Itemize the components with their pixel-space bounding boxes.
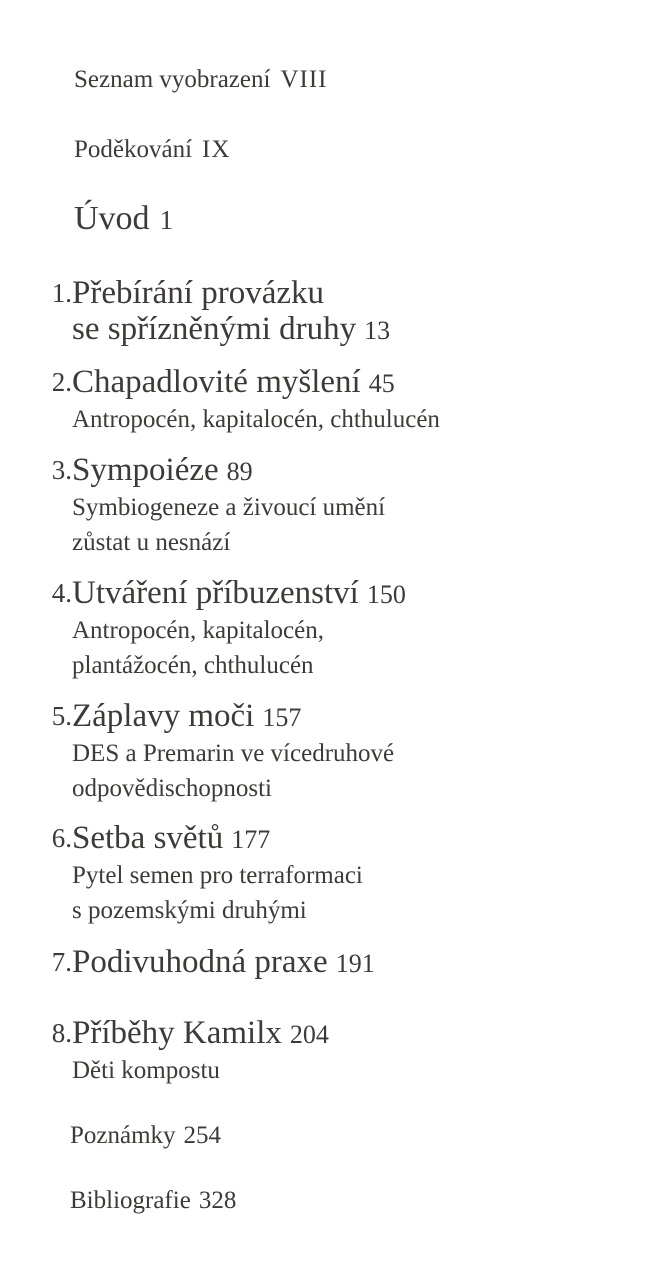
toc-chapter-5 <box>38 698 658 806</box>
chapter-page: 45 <box>368 369 395 398</box>
chapter-title-line: Příběhy Kamilx 204 <box>72 1015 329 1051</box>
chapter-number: 3. <box>51 455 72 485</box>
chapter-title-line: Setba světů 177 <box>72 820 271 856</box>
toc-chapter-8 <box>38 1015 658 1088</box>
chapter-title-line: Sympoiéze 89 <box>72 452 253 488</box>
toc-chapter-1 <box>38 275 658 349</box>
chapter-subtitle-line: Antropocén, kapitalocén, <box>72 617 324 644</box>
chapter-title-line: Chapadlovité myšlení 45 <box>72 364 395 400</box>
chapter-title-line: Záplavy moči 157 <box>72 698 302 734</box>
chapter-subtitle-line: Antropocén, kapitalocén, chthulucén <box>72 406 440 433</box>
chapter-number: 1. <box>51 278 72 308</box>
toc-entry-label: Poděkování <box>74 136 193 163</box>
toc-entry-label: Úvod <box>74 200 150 237</box>
chapter-subtitle-line: Symbiogeneze a živoucí umění <box>72 494 386 521</box>
chapter-subtitle-line: odpovědischopnosti <box>72 775 272 802</box>
toc-entry-page: 328 <box>198 1187 237 1214</box>
chapter-subtitle-line: zůstat u nesnází <box>72 529 231 556</box>
chapter-subtitle-line: Pytel semen pro terraformaci <box>72 862 363 889</box>
chapter-title-line: Přebírání provázku <box>72 275 324 311</box>
toc-entry-notes <box>70 1122 221 1150</box>
toc-entry-label: Bibliografie <box>70 1187 191 1214</box>
toc-entry-bibliography <box>70 1187 236 1215</box>
toc-entry-page: IX <box>202 136 231 163</box>
chapter-page: 177 <box>231 825 271 854</box>
chapter-page: 13 <box>364 316 391 345</box>
toc-entry-page: 1 <box>159 205 174 235</box>
chapter-page: 157 <box>262 703 302 732</box>
chapter-page: 150 <box>366 580 406 609</box>
chapter-number: 6. <box>51 823 72 853</box>
chapter-page: 204 <box>289 1020 329 1049</box>
chapter-number: 2. <box>51 367 72 397</box>
chapter-subtitle-line: plantážocén, chthulucén <box>72 652 314 679</box>
toc-chapter-3 <box>38 452 658 560</box>
chapter-number: 4. <box>51 578 72 608</box>
toc-chapter-7 <box>38 944 658 982</box>
toc-entry-label: Seznam vyobrazení <box>74 66 271 93</box>
chapter-subtitle-line: s pozemskými druhými <box>72 897 307 924</box>
toc-chapter-2 <box>38 364 658 437</box>
chapter-subtitle-line: DES a Premarin ve vícedruhové <box>72 740 395 767</box>
toc-chapter-6 <box>38 820 658 928</box>
toc-entry-introduction <box>74 200 173 238</box>
chapter-subtitle-line: Děti kompostu <box>72 1057 220 1084</box>
toc-entry-label: Poznámky <box>70 1122 176 1149</box>
toc-entry-page: VIII <box>280 66 328 93</box>
chapter-number: 8. <box>51 1018 72 1048</box>
chapter-title-line: se spřízněnými druhy 13 <box>72 311 391 347</box>
toc-entry-page: 254 <box>183 1122 222 1149</box>
toc-entry-acknowledgements <box>74 136 230 164</box>
chapter-title-line: Podivuhodná praxe 191 <box>72 944 375 980</box>
toc-chapter-4 <box>38 575 658 683</box>
chapter-page: 89 <box>226 457 253 486</box>
chapter-page: 191 <box>335 949 375 978</box>
toc-entry-list-of-illustrations <box>74 66 327 94</box>
chapter-title-line: Utváření příbuzenství 150 <box>72 575 406 611</box>
chapter-number: 7. <box>51 947 72 977</box>
chapter-number: 5. <box>51 701 72 731</box>
